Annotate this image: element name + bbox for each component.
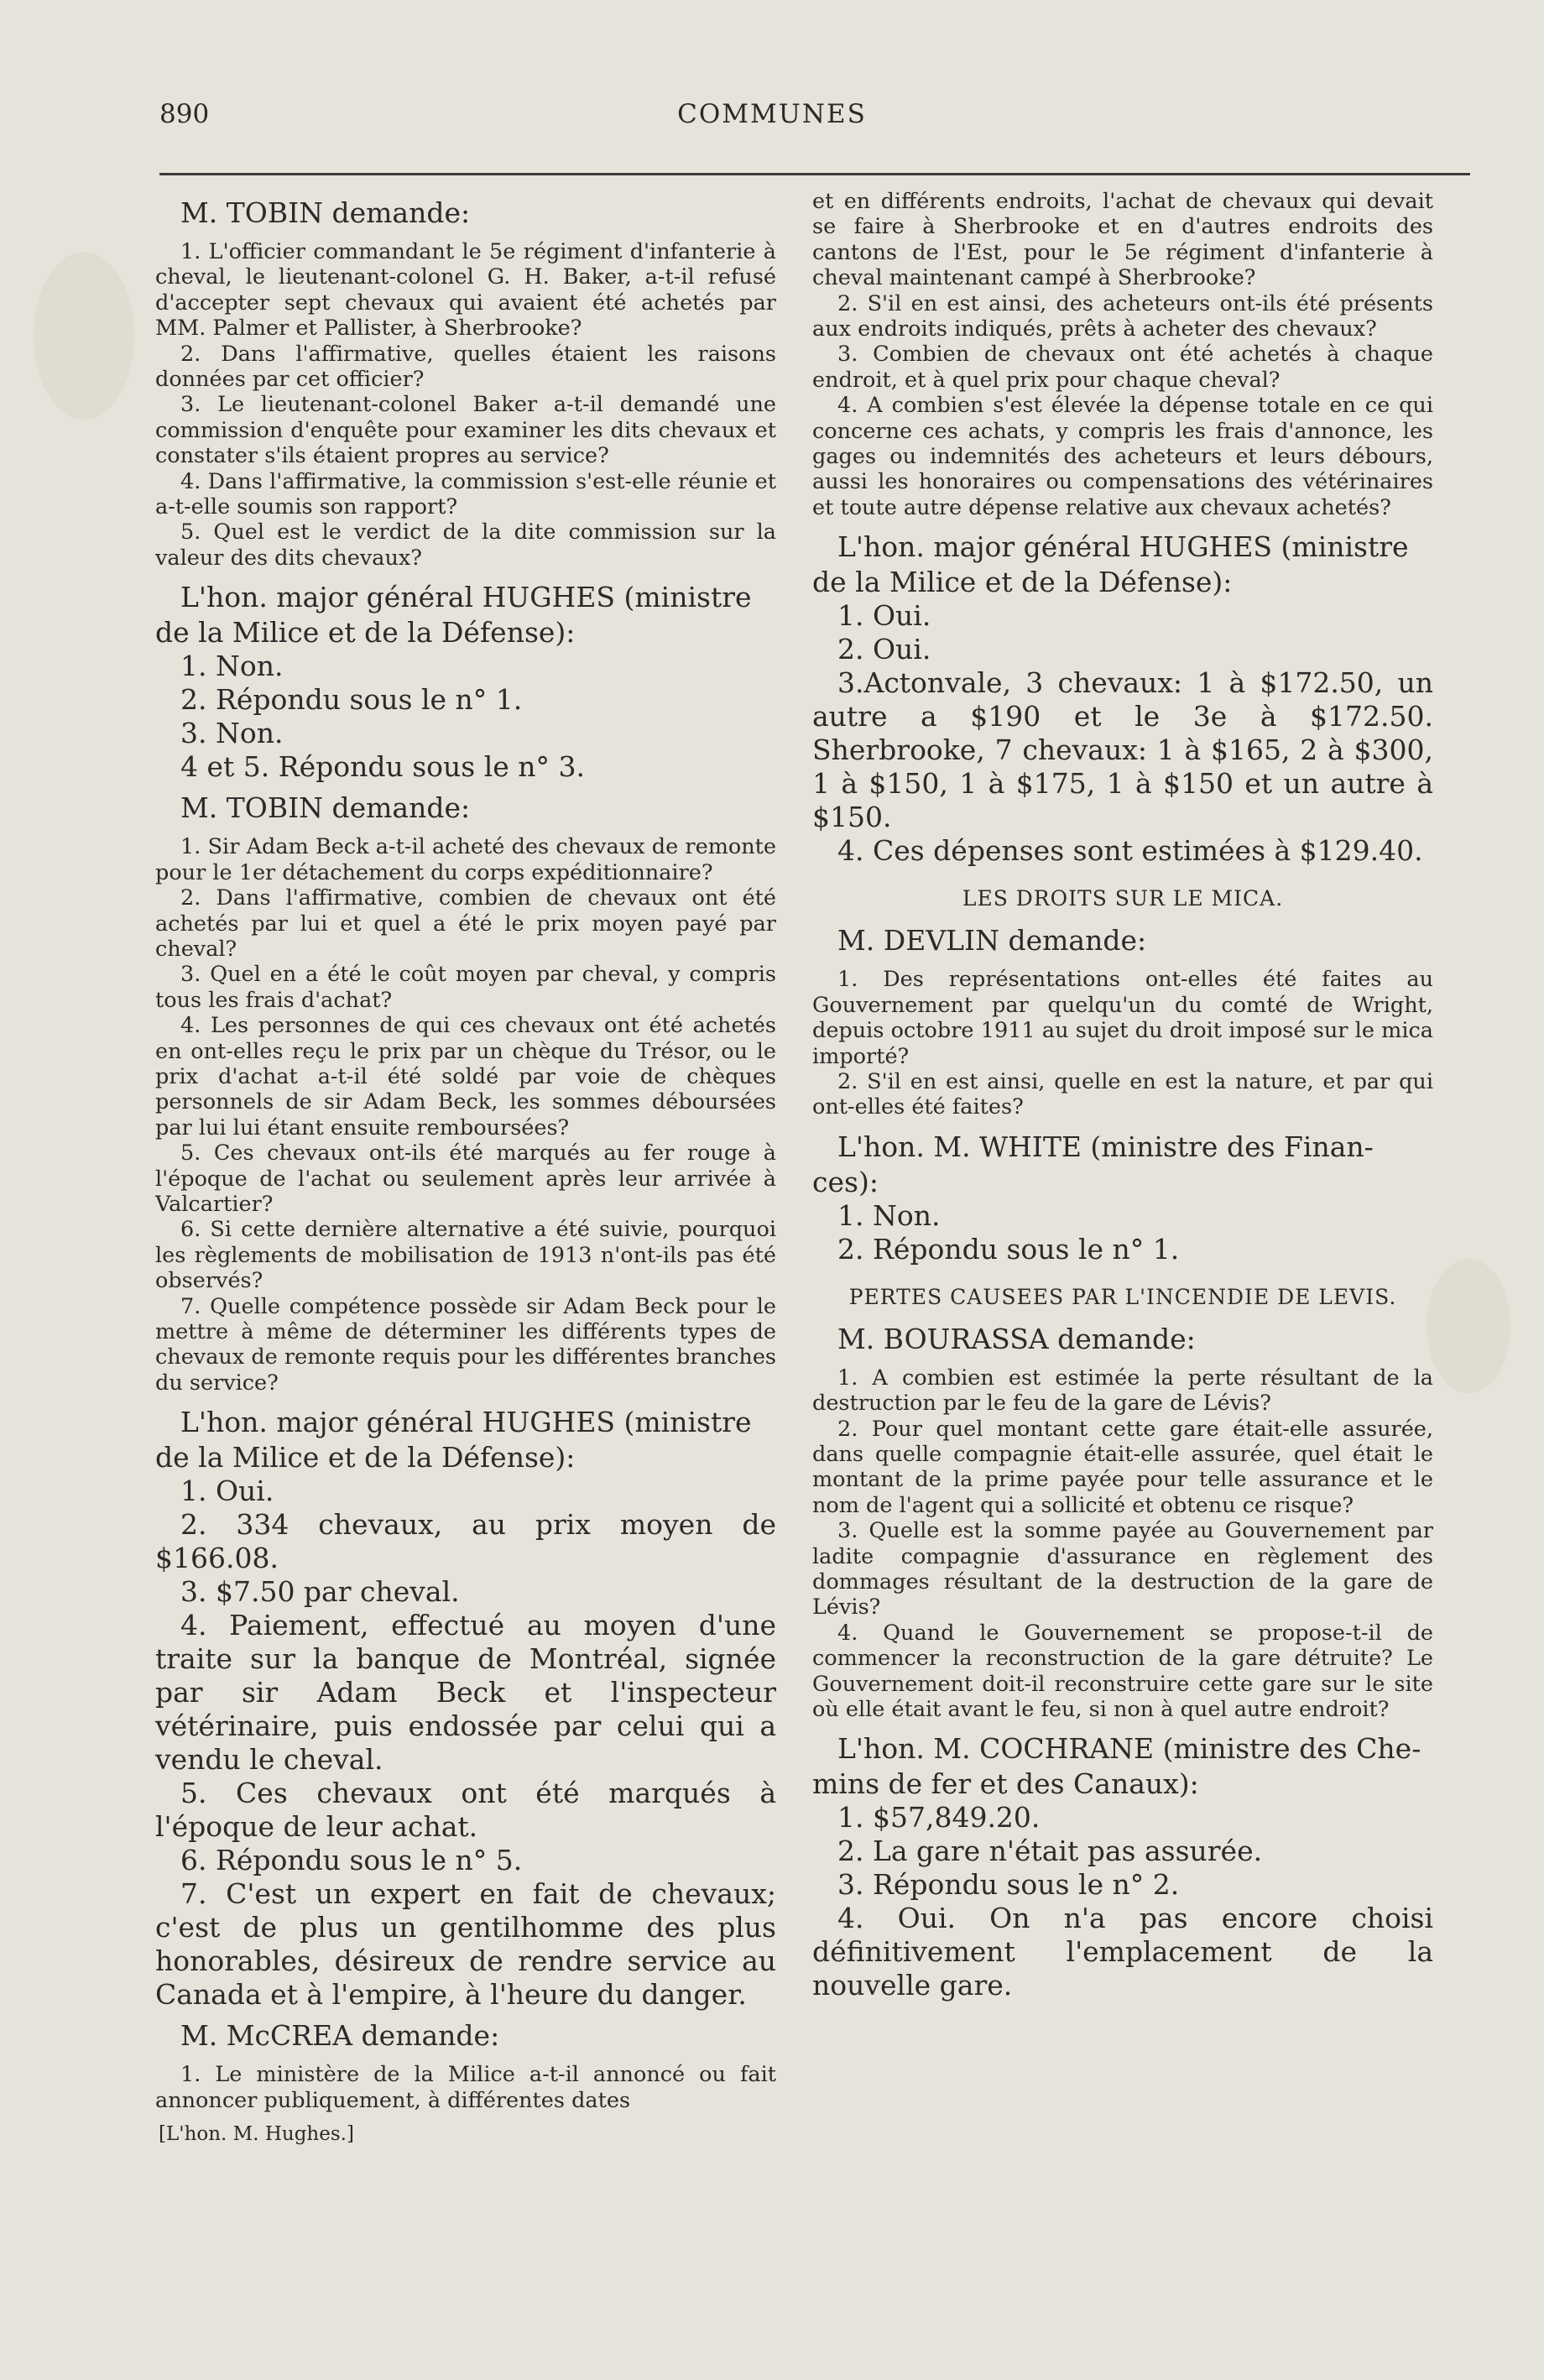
answer-item: 7. C'est un expert en fait de chevaux; c'est de plus un gentilhomme des plus honorables, désireux de rendre service au Canada et à l'empire, à l'heure du danger.: [155, 1877, 776, 2012]
question-item: 1. L'officier commandant le 5e régiment d'infanterie à cheval, le lieutenant-colonel G. H. Baker, a-t-il refusé d'accepter sept chevaux qui avaient été achetés par MM. Palmer et Pallister, à Sherbrooke?: [155, 239, 776, 342]
header-rule: [159, 173, 1470, 175]
question-heading: M. BOURASSA demande:: [837, 1322, 1196, 1355]
answer-heading-cont: mins de fer et des Canaux):: [812, 1767, 1199, 1801]
answer-item: 4. Oui. On n'a pas encore choisi définitivement l'emplacement de la nouvelle gare.: [812, 1902, 1433, 2002]
question-item: 1. A combien est estimée la perte résultant de la destruction par le feu de la gare de Lévis?: [812, 1365, 1433, 1417]
answer-item: 4. Ces dépenses sont estimées à $129.40.: [837, 834, 1423, 868]
answer-item: 4. Paiement, effectué au moyen d'une traite sur la banque de Montréal, signée par sir Adam Beck et l'inspecteur vétérinaire, puis endossée par celui qui a vendu le cheval.: [155, 1609, 776, 1777]
answer-heading-cont: de la Milice et de la Défense):: [155, 616, 576, 650]
answer-heading: L'hon. M. WHITE (ministre des Finan-: [837, 1130, 1374, 1163]
question-item: 7. Quelle compétence possède sir Adam Beck pour le mettre à même de déterminer les différents types de chevaux de remonte requis pour les différentes branches du service?: [155, 1293, 776, 1396]
question-item: 4. Quand le Gouvernement se propose-t-il de commencer la reconstruction de la gare détruite? Le Gouvernement doit-il reconstruire cette gare sur le site où elle était avant le feu, si non à quel autre endroit?: [812, 1620, 1433, 1722]
question-heading: M. TOBIN demande:: [180, 196, 471, 229]
answer-item: 1. $57,849.20.: [837, 1801, 1041, 1835]
answer-item: 2. Répondu sous le n° 1.: [180, 683, 523, 717]
left-column: [155, 189, 776, 2147]
question-item: 1. Des représentations ont-elles été faites au Gouvernement par quelqu'un du comté de Wright, depuis octobre 1911 au sujet du droit imposé sur le mica importé?: [812, 967, 1433, 1069]
question-item: 4. A combien s'est élevée la dépense totale en ce qui concerne ces achats, y compris les frais d'annonce, les gages ou indemnités des acheteurs et leurs débours, aussi les honoraires ou compensations des vétérinaires et toute autre dépense relative aux chevaux achetés?: [812, 393, 1433, 520]
answer-heading: L'hon. major général HUGHES (ministre: [180, 1406, 752, 1439]
question-item: 4. Dans l'affirmative, la commission s'est-elle réunie et a-t-elle soumis son rapport?: [155, 468, 776, 520]
question-heading: M. DEVLIN demande:: [837, 924, 1147, 958]
running-title: COMMUNES: [677, 99, 867, 129]
answer-item: 1. Non.: [837, 1198, 941, 1232]
question-item: 1. Sir Adam Beck a-t-il acheté des chevaux de remonte pour le 1er détachement du corps expéditionnaire?: [155, 834, 776, 885]
question-item: 3. Le lieutenant-colonel Baker a-t-il demandé une commission d'enquête pour examiner les dits chevaux et constater s'ils étaient propres au service?: [155, 392, 776, 469]
question-item: 5. Ces chevaux ont-ils été marqués au fer rouge à l'époque de l'achat ou seulement après leur arrivée à Valcartier?: [155, 1140, 776, 1217]
question-item-continued: et en différents endroits, l'achat de chevaux qui devait se faire à Sherbrooke et en d'autres endroits des cantons de l'Est, pour le 5e régiment d'infanterie à cheval maintenant campé à Sherbrooke?: [812, 189, 1433, 291]
question-item: 2. Pour quel montant cette gare était-elle assurée, dans quelle compagnie était-elle assurée, quel était le montant de la prime payée pour telle assurance et le nom de l'agent qui a sollicité et obtenu ce risque?: [812, 1416, 1433, 1518]
answer-item: 2. Oui.: [837, 633, 931, 666]
answer-item: 2. 334 chevaux, au prix moyen de $166.08.: [155, 1508, 776, 1575]
question-item: 2. Dans l'affirmative, quelles étaient les raisons données par cet officier?: [155, 341, 776, 393]
answer-item: 3. Non.: [180, 717, 284, 750]
question-item: 1. Le ministère de la Milice a-t-il annoncé ou fait annoncer publiquement, à différentes dates: [155, 2062, 776, 2113]
section-title: PERTES CAUSEES PAR L'INCENDIE DE LEVIS.: [848, 1284, 1397, 1309]
answer-item: 2. Répondu sous le n° 1.: [837, 1232, 1180, 1266]
answer-item: 6. Répondu sous le n° 5.: [180, 1844, 523, 1877]
question-heading: M. TOBIN demande:: [180, 791, 471, 825]
answer-heading: L'hon. M. COCHRANE (ministre des Che-: [837, 1732, 1421, 1766]
paper-stain: [1427, 1259, 1510, 1393]
question-item: 2. S'il en est ainsi, quelle en est la nature, et par qui ont-elles été faites?: [812, 1068, 1433, 1120]
answer-heading-cont: ces):: [812, 1165, 879, 1198]
right-column: [812, 189, 1433, 2002]
answer-heading-cont: de la Milice et de la Défense):: [155, 1441, 576, 1474]
question-item: 2. Dans l'affirmative, combien de chevaux ont été achetés par lui et quel a été le prix moyen payé par cheval?: [155, 885, 776, 962]
answer-item: 2. La gare n'était pas assurée.: [837, 1835, 1263, 1868]
question-item: 2. S'il en est ainsi, des acheteurs ont-ils été présents aux endroits indiqués, prêts à acheter des chevaux?: [812, 290, 1433, 342]
answer-item: 1. Oui.: [837, 599, 931, 633]
question-heading: M. McCREA demande:: [180, 2019, 500, 2053]
answer-item: 3. Répondu sous le n° 2.: [837, 1868, 1180, 1902]
answer-heading: L'hon. major général HUGHES (ministre: [180, 581, 752, 614]
question-item: 3. Combien de chevaux ont été achetés à chaque endroit, et à quel prix pour chaque cheval?: [812, 342, 1433, 393]
footer-note: [L'hon. M. Hughes.]: [159, 2123, 354, 2146]
answer-heading: L'hon. major général HUGHES (ministre: [837, 530, 1409, 564]
question-item: 3. Quelle est la somme payée au Gouvernement par ladite compagnie d'assurance en règlement des dommages résultant de la destruction de la gare de Lévis?: [812, 1518, 1433, 1621]
answer-item: 3.Actonvale, 3 chevaux: 1 à $172.50, un autre a $190 et le 3e à $172.50. Sherbrooke, 7 chevaux: 1 à $165, 2 à $300, 1 à $150, 1 à $175, 1 à $150 et un autre à $150.: [812, 666, 1433, 834]
paper-stain: [34, 252, 134, 420]
question-item: 6. Si cette dernière alternative a été suivie, pourquoi les règlements de mobilisation de 1913 n'ont-ils pas été observés?: [155, 1217, 776, 1294]
question-item: 4. Les personnes de qui ces chevaux ont été achetés en ont-elles reçu le prix par un chèque du Trésor, ou le prix d'achat a-t-il été soldé par voie de chèques personnels de sir Adam Beck, les sommes déboursées par lui lui étant ensuite remboursées?: [155, 1013, 776, 1140]
section-title: LES DROITS SUR LE MICA.: [962, 886, 1284, 911]
answer-item: 4 et 5. Répondu sous le n° 3.: [180, 750, 586, 784]
answer-item: 1. Non.: [180, 650, 284, 683]
answer-item: 5. Ces chevaux ont été marqués à l'époque de leur achat.: [155, 1777, 776, 1844]
answer-item: 3. $7.50 par cheval.: [180, 1575, 460, 1609]
question-item: 3. Quel en a été le coût moyen par cheval, y compris tous les frais d'achat?: [155, 962, 776, 1013]
page-number: 890: [159, 99, 210, 129]
answer-item: 1. Oui.: [180, 1474, 274, 1508]
question-item: 5. Quel est le verdict de la dite commission sur la valeur des dits chevaux?: [155, 519, 776, 571]
answer-heading-cont: de la Milice et de la Défense):: [812, 566, 1233, 599]
